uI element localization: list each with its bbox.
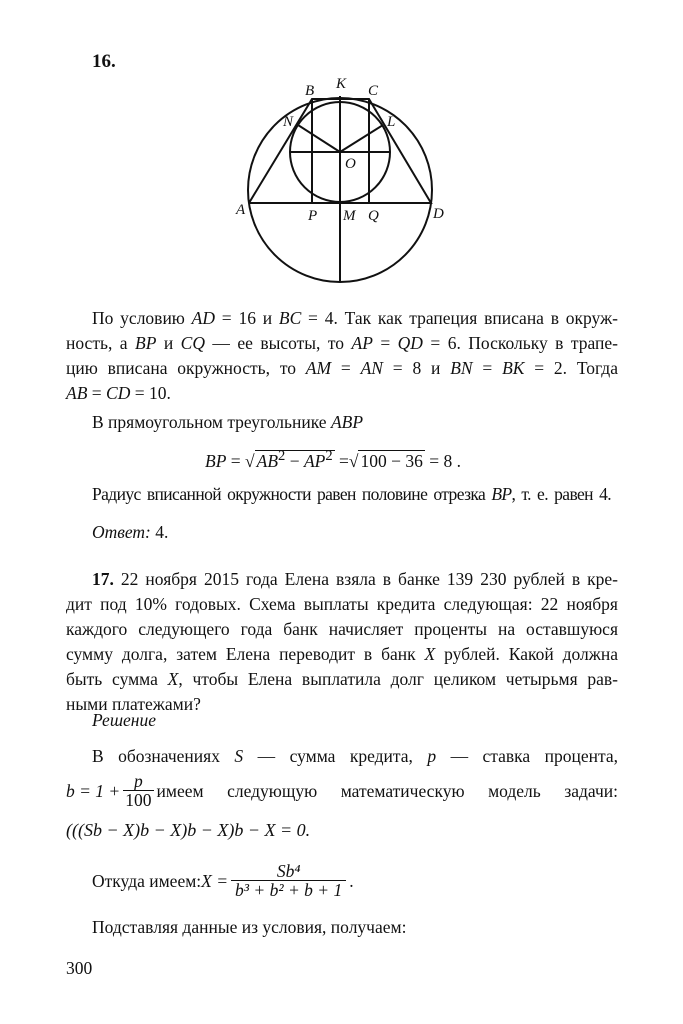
radius-on — [298, 125, 340, 152]
radius-ol — [340, 125, 383, 152]
label-d: D — [433, 206, 444, 222]
math-variable: BC — [278, 308, 302, 328]
p17-line-2 — [66, 594, 618, 614]
fraction-x: $\frac{\text{Sb⁴}}{\text{b³ + b² + b + 1}}$ — [231, 862, 346, 899]
text-run: — ставка процента, — [436, 746, 618, 766]
math-variable: AM — [305, 358, 332, 378]
text-run: В прямоугольном треугольнике — [92, 412, 331, 432]
text-run: По условию — [92, 308, 192, 328]
math-variable: S — [234, 746, 244, 766]
formula-eq: = — [230, 450, 241, 471]
math-variable: AD — [191, 308, 215, 328]
solution-heading: Решение — [92, 710, 157, 730]
p17-line-1 — [92, 569, 618, 589]
label-o: O — [345, 156, 356, 172]
math-variable: X — [424, 644, 436, 664]
text-run: = — [331, 358, 361, 378]
text-run: быть сумма — [66, 669, 168, 689]
problem-16-number: 16. — [92, 51, 116, 72]
math-variable: BP — [135, 333, 157, 353]
answer-16 — [92, 522, 168, 542]
p17-line-5 — [66, 669, 618, 689]
formula-result: = 8 . — [429, 450, 461, 471]
text-run: = 4. Так как трапеция вписана в окруж- — [301, 308, 618, 328]
p16-line-2 — [66, 333, 618, 353]
text-run: и — [156, 333, 181, 353]
text-run: = — [87, 383, 107, 403]
text-run: В обозначениях — [92, 746, 235, 766]
text-run: = 16 и — [215, 308, 279, 328]
math-variable: AB — [66, 383, 88, 403]
formula-bp: BP = √ $AB^2 - AP^2$ =√ 100 − 36 = 8 . — [205, 448, 461, 471]
label-a: A — [236, 202, 246, 218]
model-intro-text: имеем следующую математическую модель задачи: — [156, 780, 618, 801]
text-run: 22 ноября 2015 года Елена взяла в банке 139 230 рублей в кре- — [113, 569, 618, 589]
model-equation: (((Sb − X)b − X)b − X)b − X = 0. — [66, 820, 311, 840]
text-run: = — [472, 358, 503, 378]
formula-lhs: BP — [205, 450, 227, 471]
answer-value: 4. — [150, 522, 169, 542]
p16-line-5 — [92, 412, 363, 432]
p17-line-3 — [66, 619, 618, 639]
text-run: = 6. Поскольку в трапе- — [422, 333, 619, 353]
math-variable: BN — [450, 358, 473, 378]
text-run: ность, а — [66, 333, 135, 353]
text-run: каждого следующего года банк начисляет проценты на оставшуюся — [66, 619, 618, 639]
text-run: — ее высоты, то — [204, 333, 352, 353]
text-run: = 10. — [130, 383, 171, 403]
p17-line-4 — [66, 644, 618, 664]
math-variable: BK — [502, 358, 525, 378]
math-variable: X — [167, 669, 179, 689]
p16-line-3 — [66, 358, 618, 378]
text-run: сумму долга, затем Елена переводит в банк — [66, 644, 425, 664]
label-l: L — [387, 114, 396, 130]
substituting-line: Подставляя данные из условия, получаем: — [92, 917, 407, 937]
whence-lhs: X = — [201, 870, 229, 891]
label-p: P — [308, 208, 318, 224]
page-number: 300 — [66, 958, 93, 978]
text-run: , чтобы Елена выплатила долг целиком четырьмя рав- — [178, 669, 618, 689]
whence-line: Откуда имеем: X = $\frac{\text{Sb⁴}}{\text{b³ + b² + b + 1}}$ . — [92, 861, 354, 900]
fraction-p-100: $\frac{p}{100}$ — [125, 771, 152, 810]
label-b: B — [305, 83, 315, 99]
solution-line-1 — [92, 746, 618, 766]
math-variable: BP — [491, 484, 512, 504]
label-m: M — [343, 208, 356, 224]
problem-17-number: 17. — [92, 569, 114, 589]
math-variable: AN — [360, 358, 383, 378]
p16-line-1 — [92, 308, 618, 328]
label-q: Q — [368, 208, 379, 224]
math-variable: AP — [351, 333, 373, 353]
text-run: = — [372, 333, 398, 353]
whence-label: Откуда имеем: — [92, 870, 202, 891]
p16-line-6 — [92, 484, 611, 504]
solution-line-2 — [66, 772, 618, 809]
text-run: , т. е. равен 4. — [511, 484, 611, 504]
p17-line-1-text — [114, 569, 618, 589]
math-variable: p — [427, 746, 437, 766]
formula-radicand-2: 100 − 36 — [360, 450, 423, 471]
label-k: K — [336, 76, 347, 92]
math-variable: CQ — [180, 333, 205, 353]
geometry-diagram — [220, 70, 460, 290]
p16-line-4 — [66, 383, 171, 403]
text-run: рублей. Какой должна — [435, 644, 618, 664]
text-run: ными платежами? — [66, 694, 201, 714]
b-definition-lhs: b = 1 + — [66, 780, 121, 801]
text-run: = 8 и — [382, 358, 451, 378]
math-variable: CD — [106, 383, 131, 403]
text-run: = 2. Тогда — [524, 358, 618, 378]
math-variable: ABP — [330, 412, 364, 432]
text-run: — сумма кредита, — [243, 746, 428, 766]
formula-radicand-1: $AB^2 - AP^2$ — [256, 448, 333, 471]
answer-label: Ответ: — [92, 522, 151, 542]
text-run: цию вписана окружность, то — [66, 358, 306, 378]
text-run: Радиус вписанной окружности равен половине отрезка — [92, 484, 492, 504]
label-n: N — [283, 114, 294, 130]
math-variable: QD — [397, 333, 423, 353]
text-run: дит под 10% годовых. Схема выплаты кредита следующая: 22 ноября — [66, 594, 618, 614]
label-c: C — [368, 83, 379, 99]
